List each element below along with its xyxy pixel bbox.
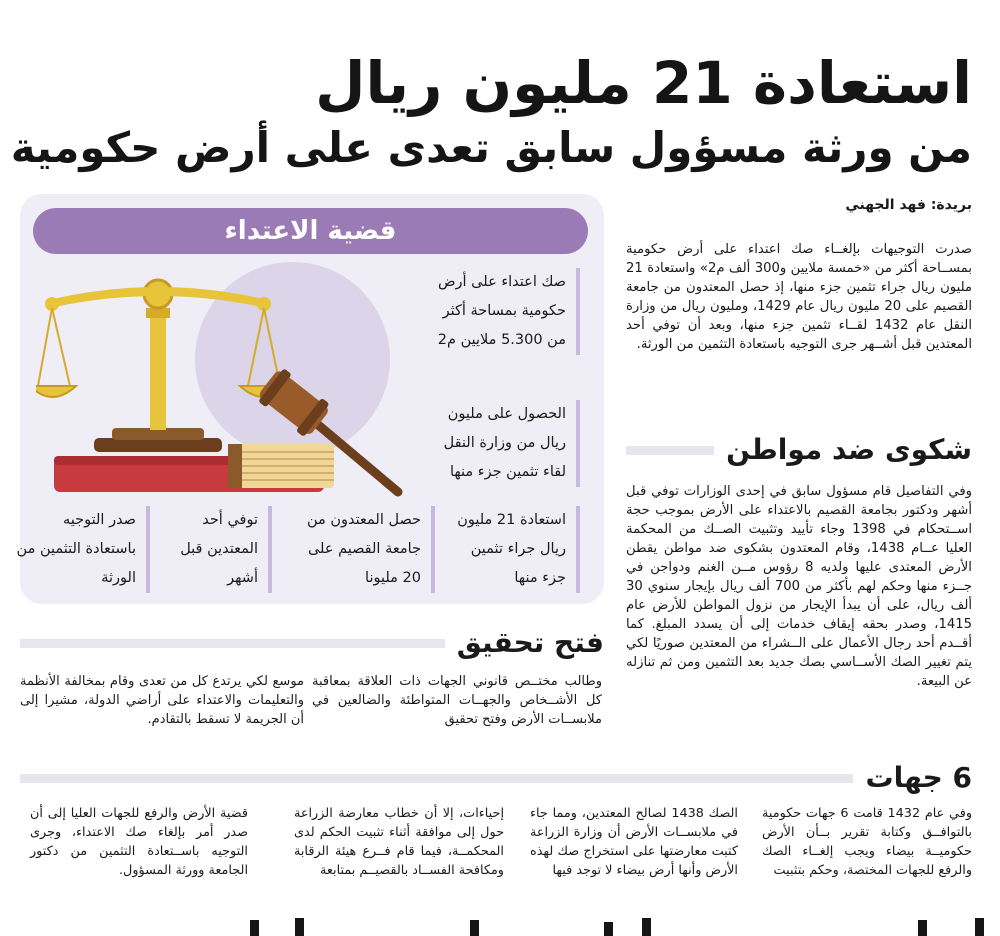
investigation-paragraph-left: موسع لكي يرتدع كل من تعدى وقام بمخالفة الأنظمة والتعليمات والاعتداء على أراضي الدولة، مشيرا إلى أن الجريمة لا تسقط بالتقادم. — [20, 674, 304, 727]
six-entities-column: وفي عام 1432 قامت 6 جهات حكومية بالتوافــق وكتابة تقرير بــأن الأرض حكوميــة بيضاء ويجب إلغــاء الصك والرفع للجهات المختصة، وحكم بتثبيت — [762, 806, 973, 878]
investigation-paragraph-right: وطالب مختــص قانوني الجهات ذات العلاقة بمعاقبة كل الأشــخاص والجهــات المتواطئة والضالعين في ملابســات الأرض وفتح تحقيق — [312, 674, 602, 727]
section-rule — [20, 639, 445, 648]
next-article-headline-fragment — [0, 912, 1000, 936]
intro-paragraph: صدرت التوجيهات بإلغــاء صك اعتداء على أرض حكومية بمســاحة أكثر من «خمسة ملايين و300 ألف م2» واستعادة 21 مليون ريال جراء تثمين جزء منها، إذ حصل المعتدون من جامعة القصيم على 20 مليون ريال عام 1429، ومليون ريال من وزارة النقل عام 1432 لقــاء تثمين جزء منها، وبعد أن توفي أحد المعتدين قبل أشــهر جرى التوجيه باستعادة التثمين من الورثة. — [626, 242, 973, 352]
complaint-section-header — [626, 432, 972, 468]
infographic-item: صدر التوجيه باستعادة التثمين من الورثة — [16, 506, 150, 593]
investigation-section-header — [20, 625, 604, 661]
section-rule — [626, 446, 714, 455]
subheadline: من ورثة مسؤول سابق تعدى على أرض حكومية — [10, 123, 972, 172]
infographic-item: صك اعتداء على أرض حكومية بمساحة أكثر من 5.300 ملايين م2 — [426, 268, 580, 355]
six-entities-column: الصك 1438 لصالح المعتدين، ومما جاء في ملابســات الأرض أن وزارة الزراعة كتبت معارضتها على استخراج صك لهذه الأرض وأنها أرض بيضاء لا توجد فيها — [530, 806, 738, 878]
infographic-item: حصل المعتدون من جامعة القصيم على 20 مليونا — [301, 506, 435, 593]
infographic-item: استعادة 21 مليون ريال جراء تثمين جزء منها — [448, 506, 580, 593]
six-entities-section-header — [20, 760, 972, 796]
infographic-item: توفي أحد المعتدين قبل أشهر — [168, 506, 272, 593]
section-rule — [20, 774, 853, 783]
six-entities-column: إحياءات، إلا أن خطاب معارضة الزراعة حول إلى موافقة أثناء تثبيت الحكم لدى المحكمــة، فيما قام فــرع هيئة الرقابة ومكافحة الفســاد بالقصيــم بمتابعة — [294, 806, 504, 878]
complaint-section-title: شكوى ضد مواطن — [726, 433, 972, 466]
complaint-paragraph: وفي التفاصيل قام مسؤول سابق في إحدى الوزارات توفي قبل أشهر ودكتور بجامعة القصيم بالاعتداء على الأرض بموجب حجة اســتحكام في 1398 وجاء تأييد وتثبيت الصــك من المحكمة العليا عــام 1438، وقام المعتدون بشكوى ضد مواطن يقطن الأرض المعتدى عليها ولديه 8 رؤوس مــن الغنم ودواجن في جــزء منها وحكم لهم بأكثر من 700 ألف ريال بإيجار سنوي 30 ألف ريال، على أن يبدأ الإيجار من نزول المواطن للأرض عام 1415، وصدر بحقه إيقاف خدمات إلى أن يسدد المبلغ. كما أقــدم أحد رجال الأعمال على الــشراء من المعتدين صوريًا لكي يتم تغيير الصك الأســاسي بصك جديد بعد التثمين ومن ثم تنازله عن البيعة. — [626, 484, 973, 689]
justice-illustration — [36, 268, 416, 504]
six-entities-section-title: 6 جهات — [865, 761, 972, 794]
infographic-title: قضية الاعتداء — [224, 216, 397, 246]
scales-of-justice-icon — [36, 280, 288, 452]
headline: استعادة 21 مليون ريال — [315, 49, 972, 117]
investigation-section-title: فتح تحقيق — [456, 626, 604, 659]
six-entities-column: قضية الأرض والرفع للجهات العليا إلى أن صدر أمر بإلغاء صك الاعتداء، وجرى التوجيه باســتعادة التثمين من دكتور الجامعة وورثة المسؤول. — [30, 806, 248, 878]
byline: بريدة: فهد الجهني — [845, 197, 972, 213]
infographic-item: الحصول على مليون ريال من وزارة النقل لقاء تثمين جزء منها — [426, 400, 580, 487]
